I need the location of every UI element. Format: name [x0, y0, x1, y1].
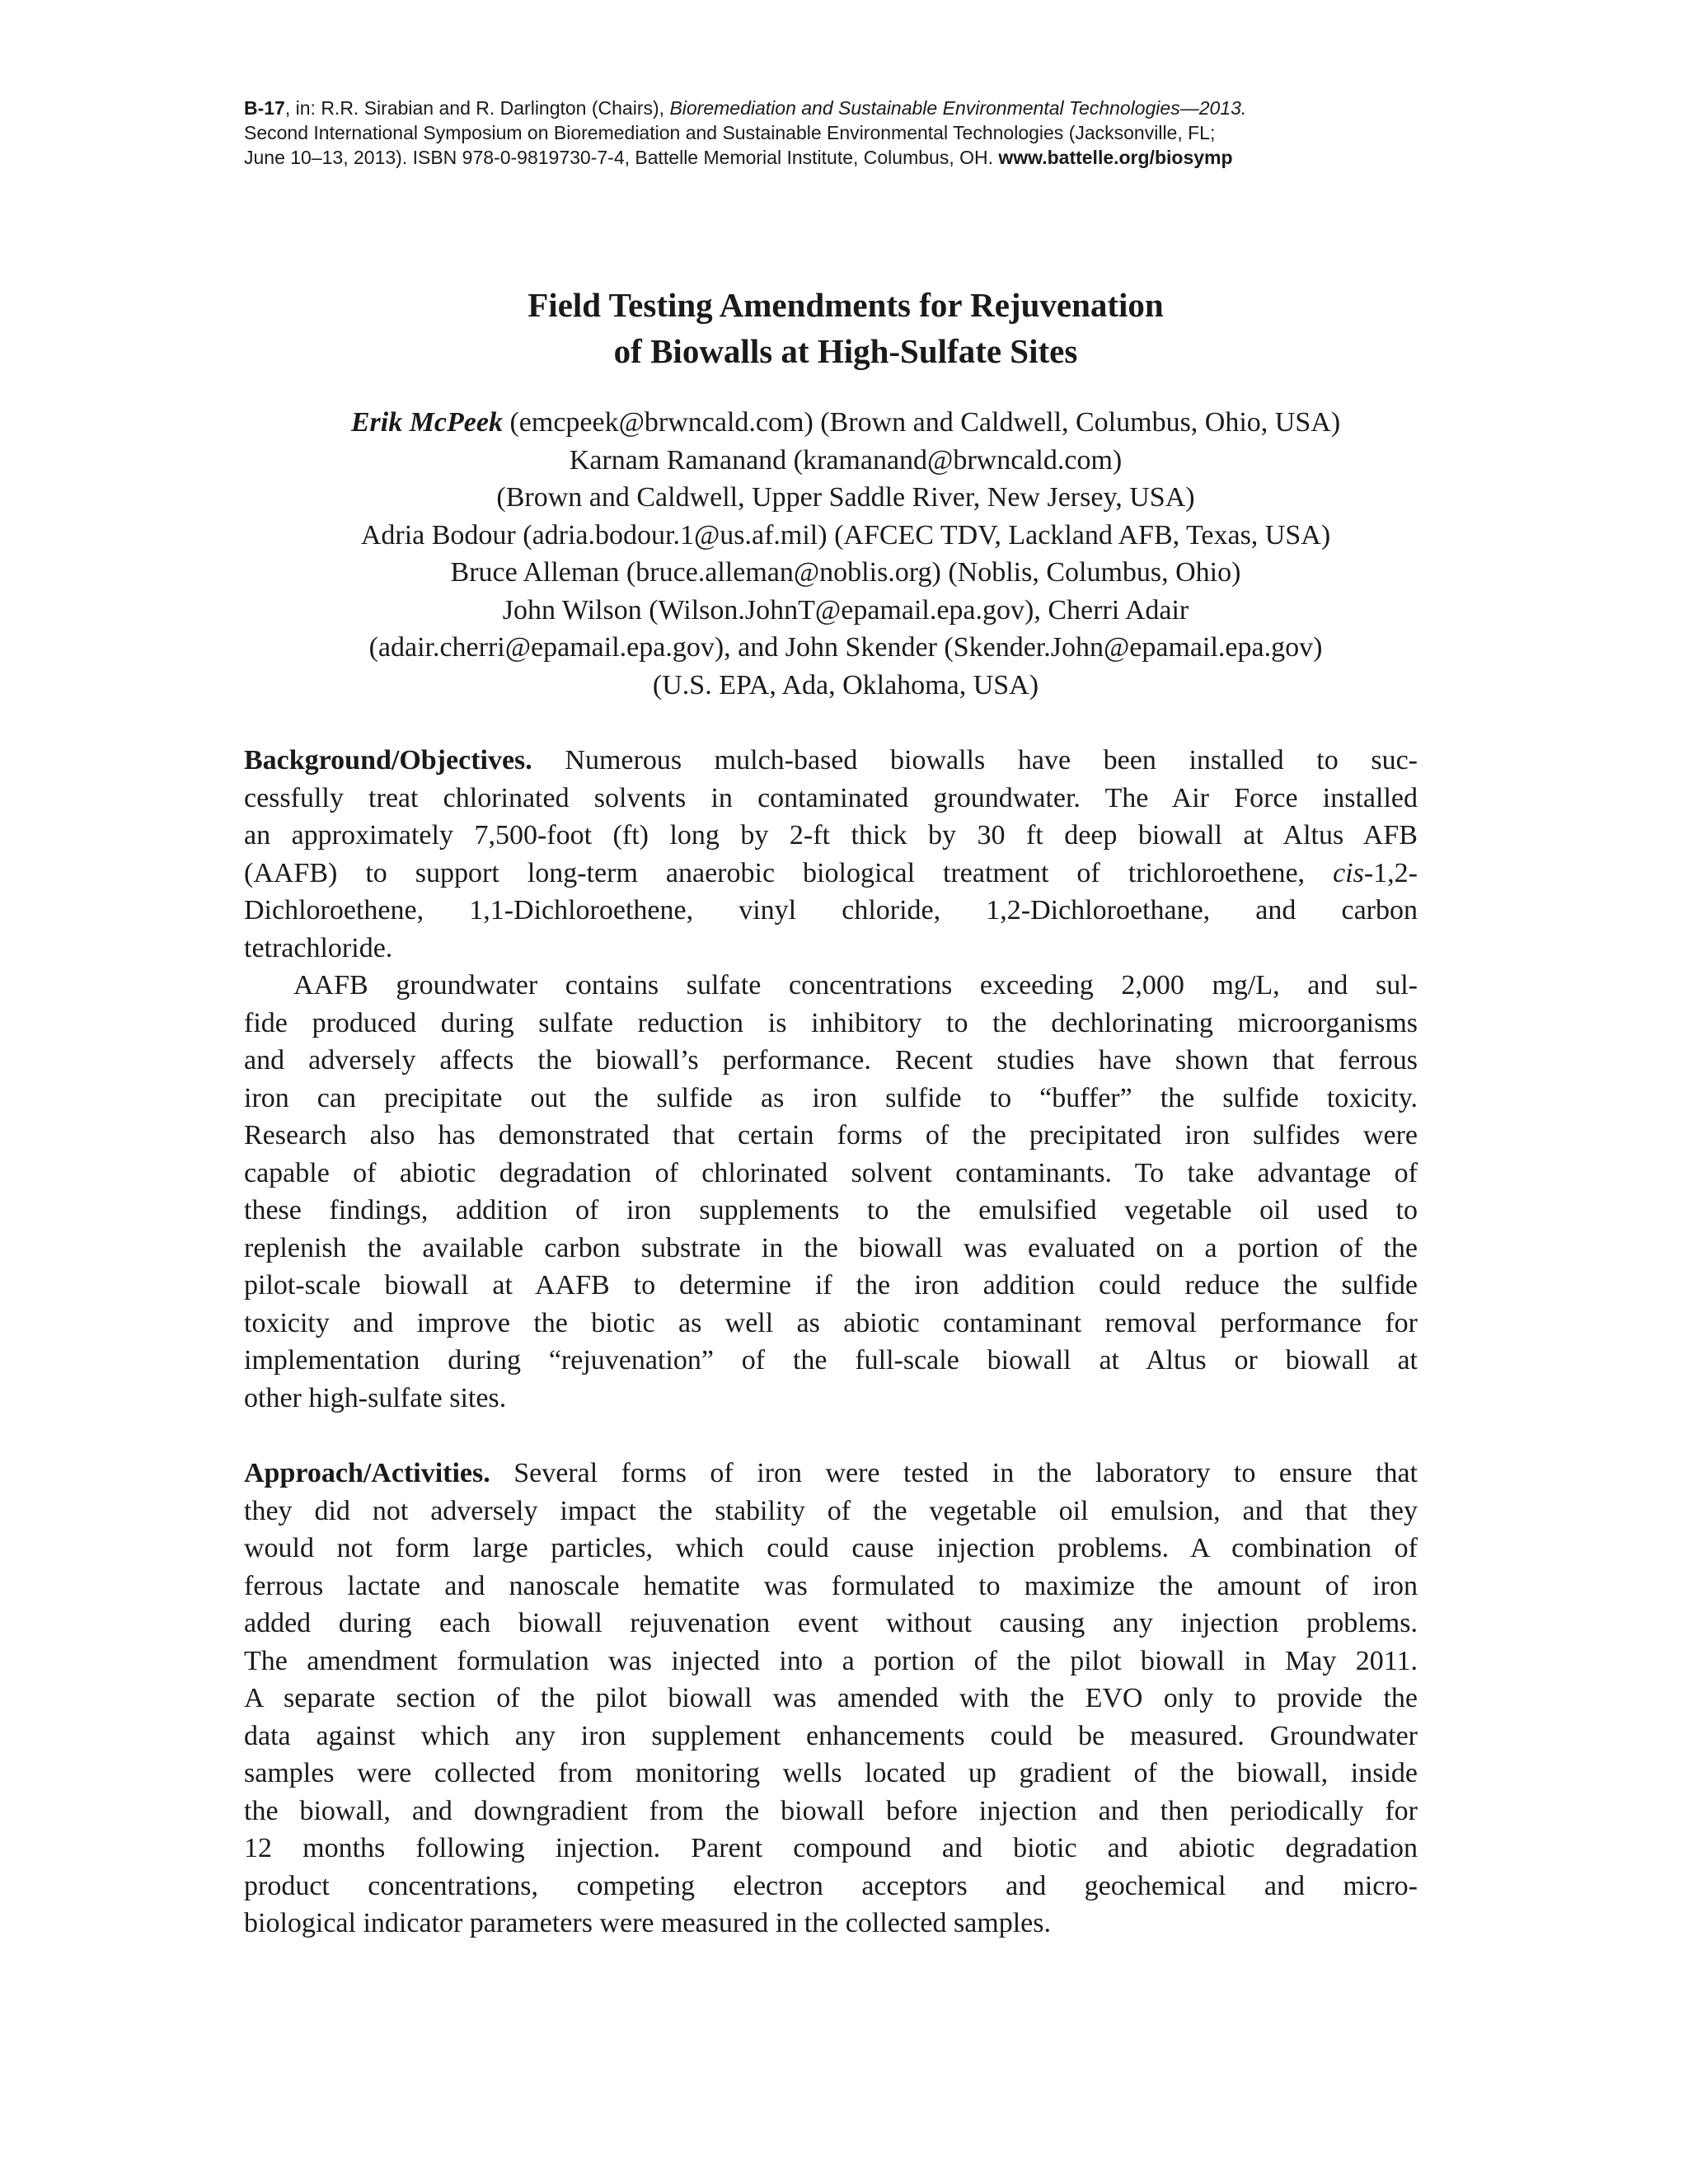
approach-line: ferrous lactate and nanoscale hematite was formulated to maximize the amount of iron	[244, 1570, 1418, 1601]
background-heading: Background/Objectives.	[244, 745, 532, 776]
author-line-4: Adria Bodour (adria.bodour.1@us.af.mil) (AFCEC TDV, Lackland AFB, Texas, USA)	[360, 519, 1331, 551]
bg-p2-line: other high-sulfate sites.	[244, 1382, 507, 1413]
approach-line: biological indicator parameters were measured in the collected samples.	[244, 1908, 1051, 1938]
citation-isbn: June 10–13, 2013). ISBN 978-0-9819730-7-4, Battelle Memorial Institute, Columbus, OH.	[244, 147, 999, 168]
author-line-6: John Wilson (Wilson.JohnT@epamail.epa.gov), Cherri Adair	[502, 594, 1189, 626]
bg-p2-line: implementation during “rejuvenation” of the full-scale biowall at Altus or biowall at	[244, 1345, 1418, 1376]
approach-line: The amendment formulation was injected into a portion of the pilot biowall in May 2011.	[244, 1645, 1418, 1676]
title-line-1: Field Testing Amendments for Rejuvenation	[528, 286, 1164, 324]
bg-p2-line: capable of abiotic degradation of chlorinated solvent contaminants. To take advantage of	[244, 1157, 1418, 1188]
author-line-2: Karnam Ramanand (kramanand@brwncald.com)	[569, 444, 1123, 476]
bg-p2-line: replenish the available carbon substrate in the biowall was evaluated on a portion of the	[244, 1232, 1418, 1263]
author-line-5: Bruce Alleman (bruce.alleman@noblis.org) (Noblis, Columbus, Ohio)	[450, 557, 1241, 588]
author-line-3: (Brown and Caldwell, Upper Saddle River, New Jersey, USA)	[496, 482, 1195, 513]
citation-line-2: Second International Symposium on Bioremediation and Sustainable Environmental Technologies (Jacksonville, FL;	[244, 122, 1216, 143]
bg-p1-line-3: an approximately 7,500-foot (ft) long by 2-ft thick by 30 ft deep biowall at Altus AFB	[244, 820, 1418, 851]
approach-line-1	[244, 1455, 1418, 1493]
citation-line-1	[244, 96, 1447, 120]
approach-line: would not form large particles, which could cause injection problems. A combination of	[244, 1533, 1418, 1563]
bg-p2-line: and adversely affects the biowall’s performance. Recent studies have shown that ferrous	[244, 1045, 1418, 1076]
proceedings-title: Bioremediation and Sustainable Environmental Technologies—2013.	[669, 97, 1247, 119]
approach-paragraph	[244, 1455, 1418, 1943]
bg-p2-line: toxicity and improve the biotic as well as abiotic contaminant removal performance for	[244, 1307, 1418, 1338]
paper-title	[244, 282, 1447, 374]
approach-line: the biowall, and downgradient from the biowall before injection and then periodically for	[244, 1795, 1418, 1826]
bg-p1-line-6: tetrachloride.	[244, 932, 393, 963]
approach-line: added during each biowall rejuvenation event without causing any injection problems.	[244, 1608, 1418, 1638]
citation-line-3	[244, 145, 1447, 170]
author-line-8: (U.S. EPA, Ada, Oklahoma, USA)	[652, 669, 1039, 701]
author-line-7: (adair.cherri@epamail.epa.gov), and John Skender (Skender.John@epamail.epa.gov)	[368, 632, 1323, 663]
bg-p2-line: fide produced during sulfate reduction is inhibitory to the dechlorinating microorganisms	[244, 1007, 1418, 1038]
bg-p2-line: iron can precipitate out the sulfide as iron sulfide to “buffer” the sulfide toxicity.	[244, 1082, 1418, 1113]
bg-p2-line: AAFB groundwater contains sulfate concentrations exceeding 2,000 mg/L, and sul-	[293, 970, 1418, 1001]
approach-line: product concentrations, competing electron acceptors and geochemical and micro-	[244, 1870, 1418, 1901]
lead-author-affiliation: (emcpeek@brwncald.com) (Brown and Caldwell, Columbus, Ohio, USA)	[502, 407, 1341, 438]
bg-p1-line-4a: (AAFB) to support long-term anaerobic biological treatment of trichloroethene,	[244, 857, 1334, 888]
author-line-1	[244, 404, 1447, 442]
approach-heading: Approach/Activities.	[244, 1458, 490, 1488]
bg-p1-line-4b: -1,2-	[1363, 857, 1418, 888]
cis-italic: cis	[1333, 857, 1364, 888]
approach-line-1-text: Several forms of iron were tested in the laboratory to ensure that	[490, 1458, 1418, 1488]
bg-p2-line: these findings, addition of iron supplements to the emulsified vegetable oil used to	[244, 1195, 1418, 1226]
background-section	[244, 742, 1418, 1417]
bg-p1-line-1	[244, 742, 1418, 780]
bg-p1-line-2: cessfully treat chlorinated solvents in contaminated groundwater. The Air Force installed	[244, 782, 1418, 813]
author-block	[244, 404, 1447, 704]
background-paragraph-1	[244, 742, 1418, 967]
title-line-2: of Biowalls at High-Sulfate Sites	[613, 332, 1078, 370]
bg-p1-line-1-text: Numerous mulch-based biowalls have been installed to suc-	[532, 745, 1418, 776]
citation-header	[244, 96, 1447, 170]
symposium-link[interactable]: www.battelle.org/biosymp	[998, 147, 1233, 168]
bg-p2-line: Research also has demonstrated that certain forms of the precipitated iron sulfides were	[244, 1120, 1418, 1151]
bg-p1-line-4	[244, 855, 1418, 893]
approach-line: samples were collected from monitoring wells located up gradient of the biowall, inside	[244, 1758, 1418, 1788]
lead-author-name: Erik McPeek	[350, 407, 503, 438]
approach-line: data against which any iron supplement enhancements could be measured. Groundwater	[244, 1720, 1418, 1751]
background-paragraph-2	[244, 967, 1418, 1417]
approach-line: they did not adversely impact the stability of the vegetable oil emulsion, and that they	[244, 1495, 1418, 1526]
bg-p2-line: pilot-scale biowall at AAFB to determine if the iron addition could reduce the sulfide	[244, 1270, 1418, 1301]
approach-section	[244, 1455, 1418, 1943]
approach-line: 12 months following injection. Parent compound and biotic and abiotic degradation	[244, 1833, 1418, 1863]
approach-line: A separate section of the pilot biowall was amended with the EVO only to provide the	[244, 1683, 1418, 1713]
bg-p1-line-5: Dichloroethene, 1,1-Dichloroethene, vinyl chloride, 1,2-Dichloroethane, and carbon	[244, 895, 1418, 926]
paper-code: B-17	[244, 97, 285, 119]
citation-chairs: , in: R.R. Sirabian and R. Darlington (Chairs),	[284, 97, 670, 119]
